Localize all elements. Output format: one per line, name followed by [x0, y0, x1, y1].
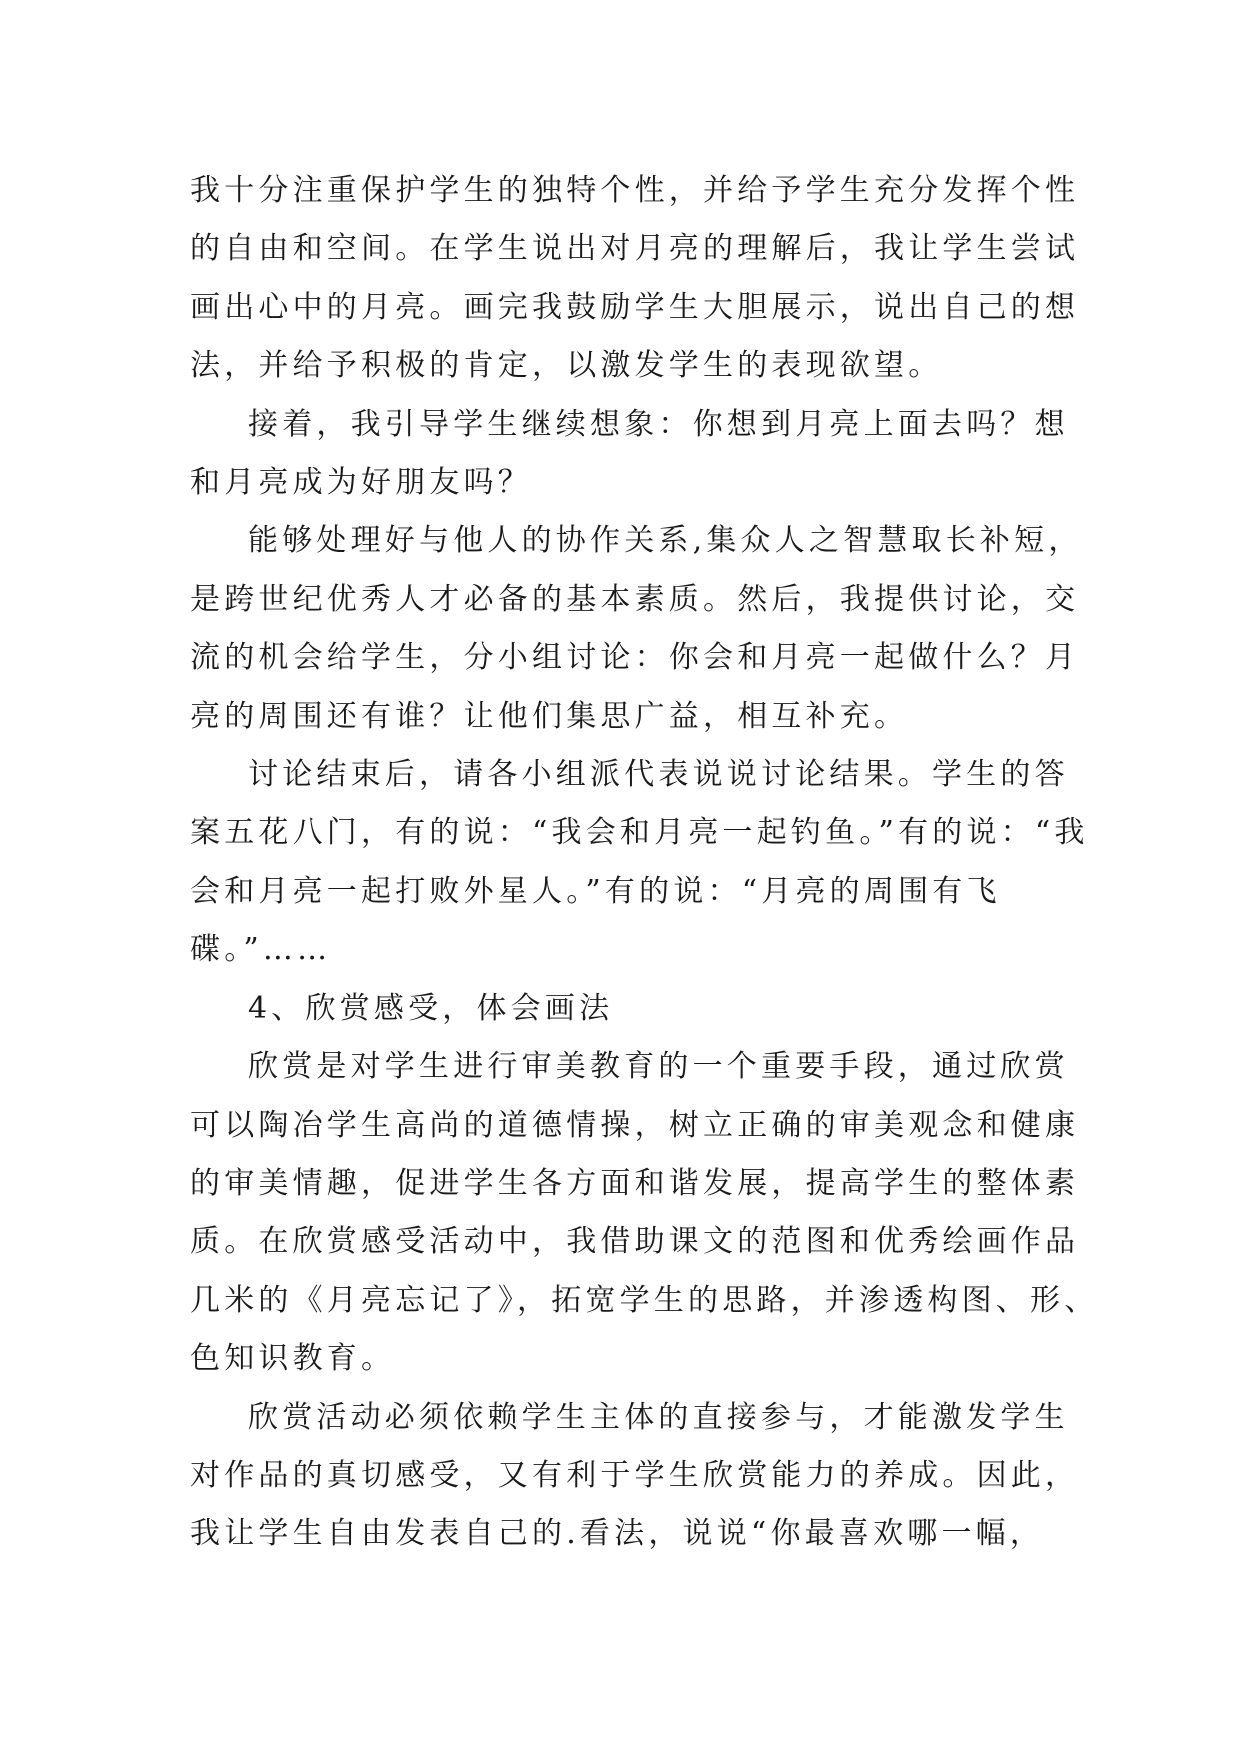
section-heading	[190, 980, 1060, 1038]
text-line: 欣赏活动必须依赖学生主体的直接参与，才能激发学生	[248, 1399, 1069, 1435]
text-line: 接着，我引导学生继续想象：你想到月亮上面去吗？想	[248, 406, 1069, 442]
text-line: 可以陶冶学生高尚的道德情操，树立正确的审美观念和健康	[190, 1107, 1080, 1143]
paragraph	[190, 746, 1089, 980]
text-line: 和月亮成为好朋友吗？	[190, 465, 532, 501]
text-line: 对作品的真切感受，又有利于学生欣赏能力的养成。因此，	[190, 1457, 1080, 1493]
text-line: 4、欣赏感受，体会画法	[248, 990, 614, 1026]
text-line: 欣赏是对学生进行审美教育的一个重要手段，通过欣赏	[248, 1049, 1069, 1085]
paragraph	[190, 1389, 1080, 1564]
paragraph	[190, 512, 1083, 746]
paragraph	[190, 1038, 1099, 1388]
text-line: 法，并给予积极的肯定，以激发学生的表现欲望。	[190, 348, 943, 384]
text-line: 碟。”……	[190, 932, 332, 968]
text-line: 我让学生自由发表自己的.看法，说说“你最喜欢哪一幅，	[190, 1516, 1045, 1552]
text-line: 亮的周围还有谁？让他们集思广益，相互补充。	[190, 698, 909, 734]
text-line: 案五花八门，有的说：“我会和月亮一起钓鱼。”有的说：“我	[190, 815, 1089, 851]
text-line: 质。在欣赏感受活动中，我借助课文的范图和优秀绘画作品	[190, 1224, 1080, 1260]
text-line: 几米的《月亮忘记了》，拓宽学生的思路，并渗透构图、形、	[190, 1282, 1099, 1318]
text-line: 画出心中的月亮。画完我鼓励学生大胆展示，说出自己的想	[190, 289, 1080, 325]
paragraph	[190, 162, 1080, 396]
paragraph	[190, 396, 1069, 513]
text-line: 是跨世纪优秀人才必备的基本素质。然后，我提供讨论，交	[190, 581, 1080, 617]
text-line: 色知识教育。	[190, 1341, 396, 1377]
text-line: 讨论结束后，请各小组派代表说说讨论结果。学生的答	[248, 757, 1069, 793]
text-line: 我十分注重保护学生的独特个性，并给予学生充分发挥个性	[190, 173, 1080, 208]
text-line: 的自由和空间。在学生说出对月亮的理解后，我让学生尝试	[190, 231, 1080, 267]
document-body	[190, 162, 1099, 1564]
text-line: 会和月亮一起打败外星人。”有的说：“月亮的周围有飞	[190, 873, 1001, 909]
text-line: 的审美情趣，促进学生各方面和谐发展，提高学生的整体素	[190, 1165, 1080, 1201]
text-line: 能够处理好与他人的协作关系,集众人之智慧取长补短，	[248, 523, 1083, 559]
text-line: 流的机会给学生，分小组讨论：你会和月亮一起做什么？月	[190, 640, 1080, 676]
